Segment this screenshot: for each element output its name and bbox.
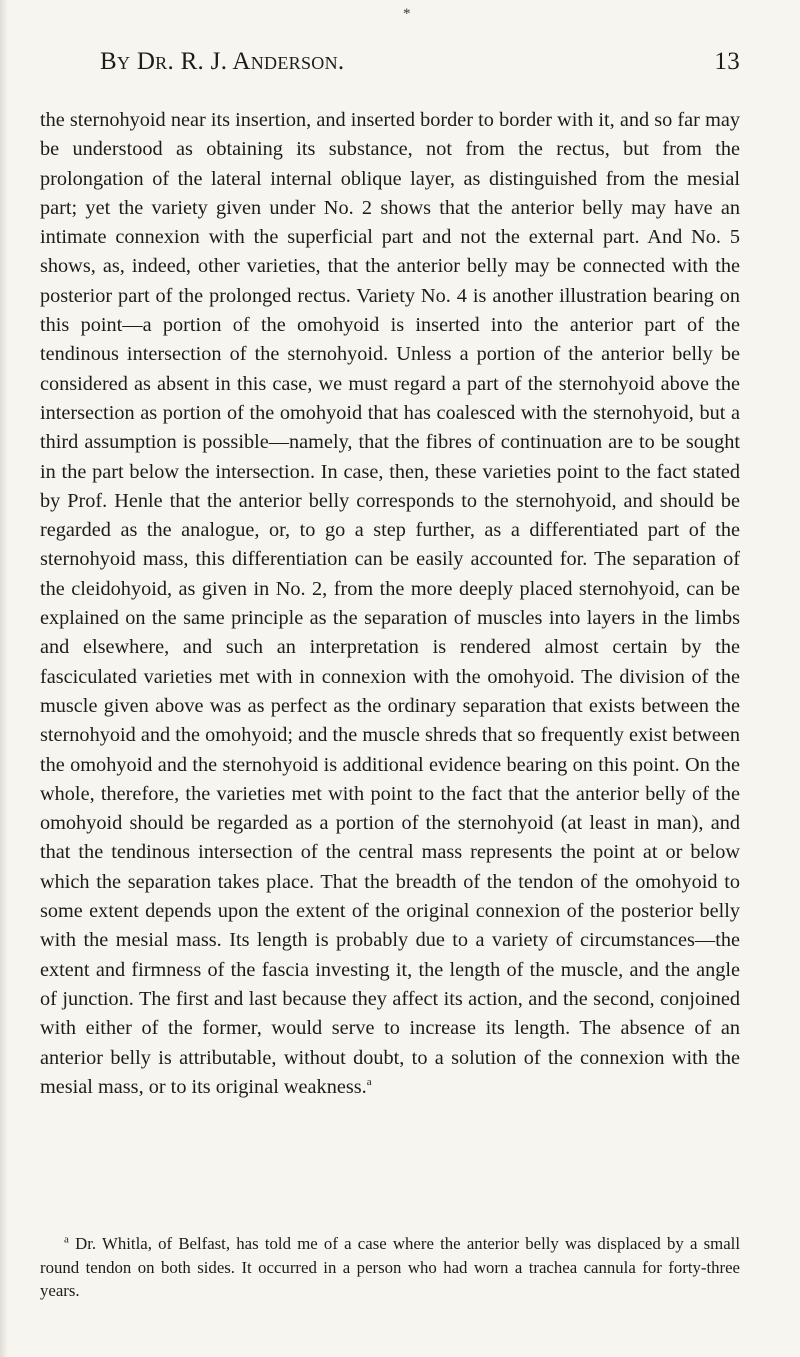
footnote-text: Dr. Whitla, of Belfast, has told me of a case where the anterior belly was displaced by a small round tendon on both sides. It occurred in a person who had worn a trachea cannula for forty-three years. bbox=[40, 1234, 740, 1300]
running-head: By Dr. R. J. Anderson. bbox=[100, 48, 345, 75]
footnote bbox=[40, 1232, 740, 1303]
body-paragraph bbox=[40, 106, 740, 1102]
scan-edge-shadow bbox=[0, 0, 8, 1357]
footnote-marker: a bbox=[64, 1233, 69, 1246]
body-text: the sternohyoid near its insertion, and inserted border to border with it, and so far may be understood as obtaining its substance, not from the rectus, but from the prolongation of the lateral internal oblique layer, as distinguished from the mesial part; yet the variety given under No. 2 shows that the anterior belly may have an intimate connexion with the superficial part and not the external part. And No. 5 shows, as, indeed, other varieties, that the anterior belly may be connected with the posterior part of the prolonged rectus. Variety No. 4 is another illustration bearing on this point—a portion of the omohyoid is inserted into the anterior part of the tendinous intersection of the sternohyoid. Unless a portion of the anterior belly be considered as absent in this case, we must regard a part of the sternohyoid above the intersection as portion of the omohyoid that has coalesced with the sternohyoid, but a third assumption is possible—namely, that the fibres of continuation are to be sought in the part below the intersection. In case, then, these varieties point to the fact stated by Prof. Henle that the anterior belly corresponds to the sternohyoid, and should be regarded as the analogue, or, to go a step further, as a differentiated part of the sternohyoid mass, this differentiation can be easily accounted for. The separation of the cleidohyoid, as given in No. 2, from the more deeply placed sternohyoid, can be explained on the same principle as the separation of muscles into layers in the limbs and elsewhere, and such an interpretation is rendered almost certain by the fasciculated varieties met with in connexion with the omohyoid. The division of the muscle given above was as perfect as the ordinary separation that exists between the sternohyoid and the omohyoid; and the muscle shreds that so frequently exist between the omohyoid and the sternohyoid is additional evidence bearing on this point. On the whole, therefore, the varieties met with point to the fact that the anterior belly of the omohyoid should be regarded as a portion of the sternohyoid (at least in man), and that the tendinous intersection of the central mass represents the point at or below which the separation takes place. That the breadth of the tendon of the omohyoid to some extent depends upon the extent of the original connexion of the posterior belly with the mesial mass. Its length is probably due to a variety of circumstances—the extent and firmness of the fascia investing it, the length of the muscle, and the angle of junction. The first and last because they affect its action, and the second, conjoined with either of the former, would serve to increase its length. The absence of an anterior belly is attributable, without doubt, to a solution of the connexion with the mesial mass, or to its original weakness. bbox=[40, 109, 740, 1098]
page-number: 13 bbox=[714, 48, 740, 75]
corner-mark: * bbox=[403, 6, 411, 22]
footnote-reference: a bbox=[366, 1076, 372, 1089]
page-header bbox=[100, 48, 740, 84]
